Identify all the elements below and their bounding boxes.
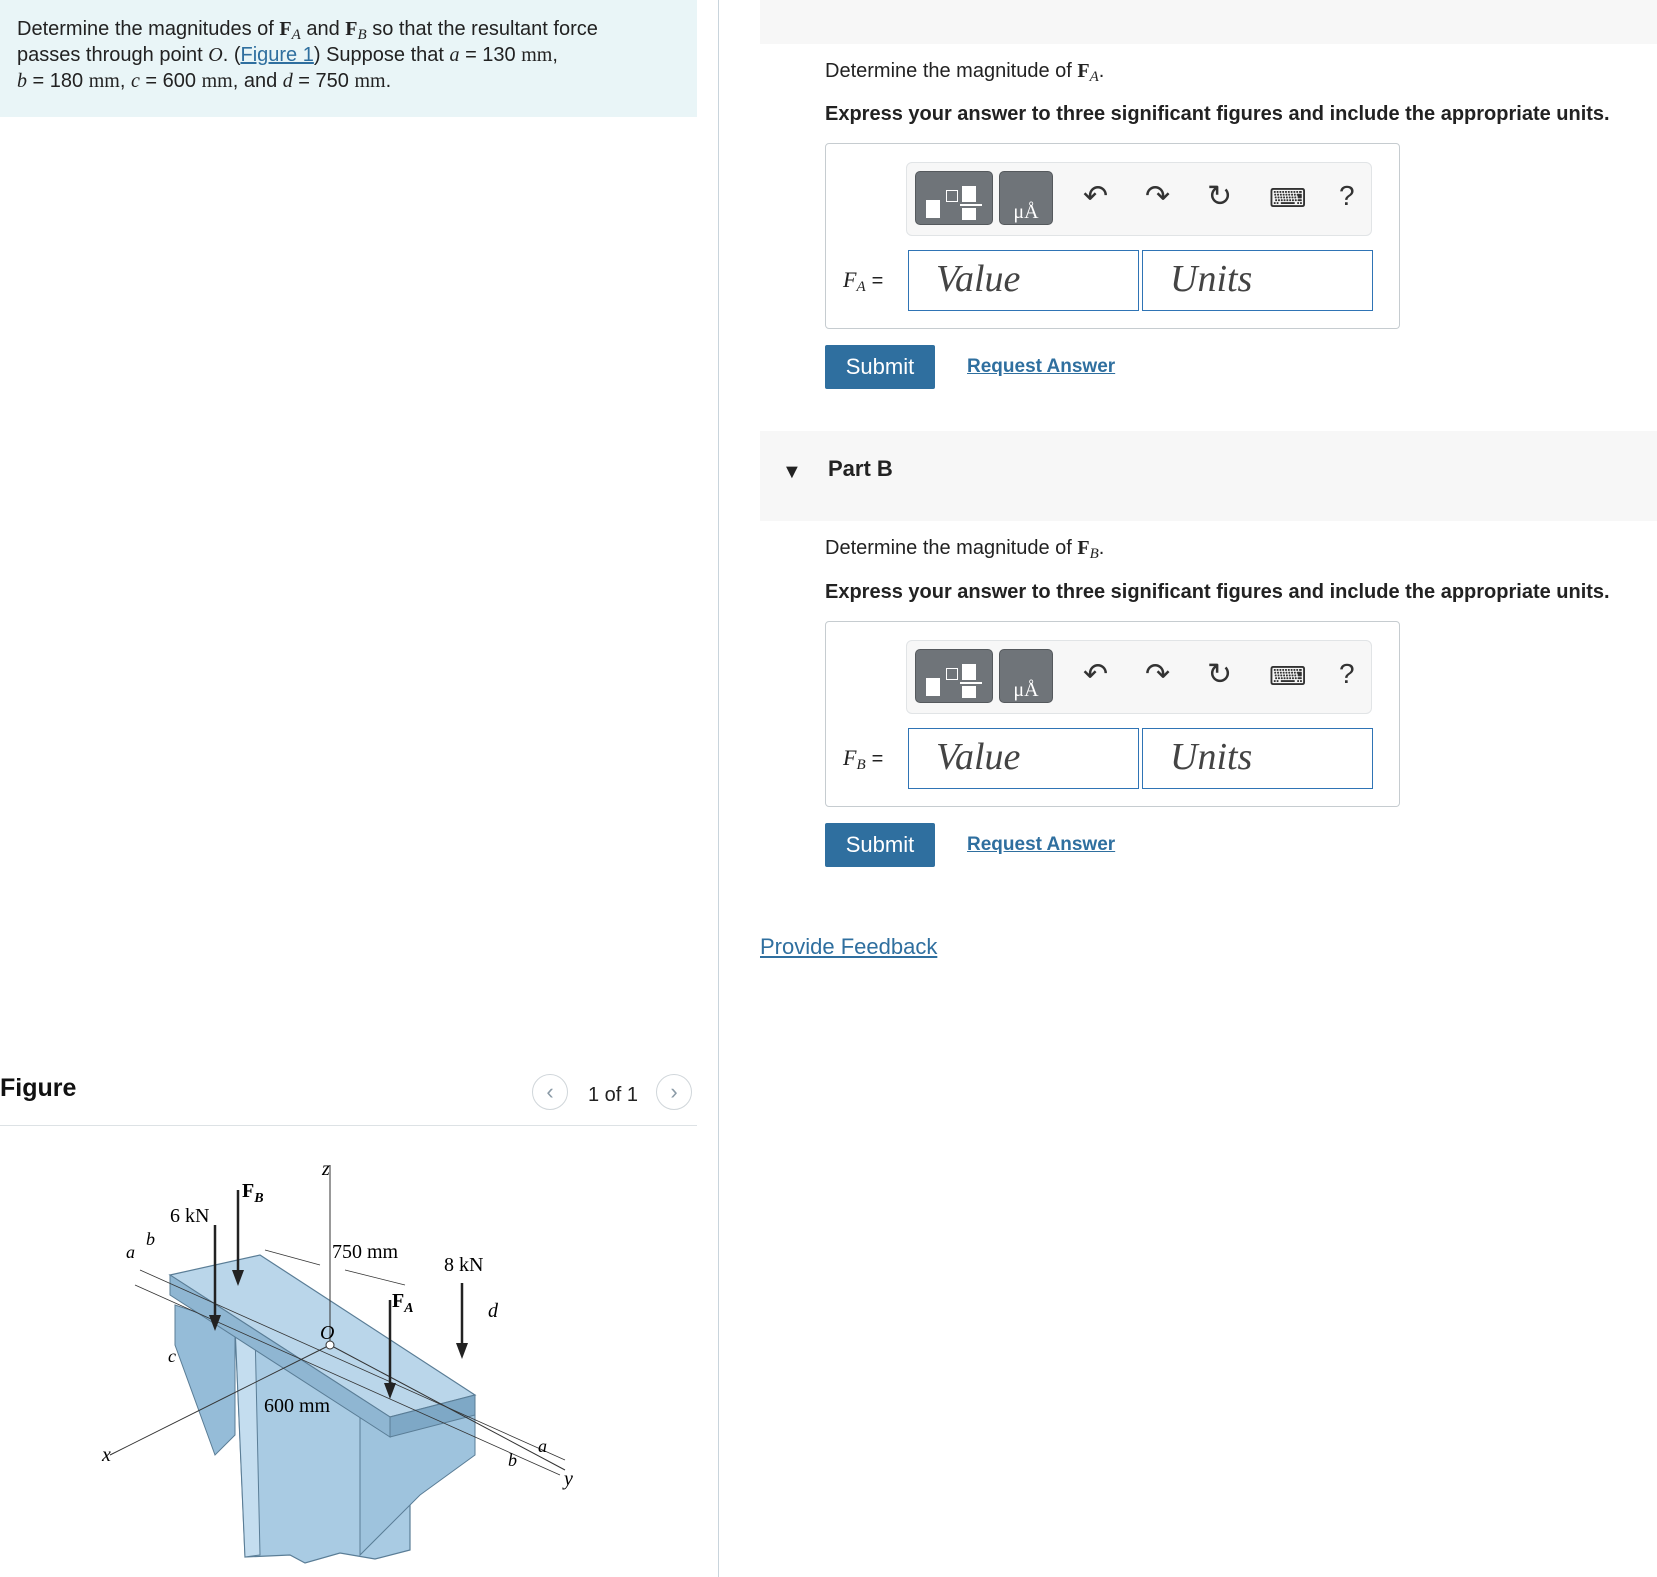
value-d: = 750 [292, 70, 355, 92]
left-panel [0, 0, 697, 1577]
o-label: O [320, 1322, 335, 1344]
unit-mm: mm [201, 70, 233, 92]
redo-icon[interactable]: ↷ [1145, 658, 1171, 691]
unit-mm: mm [88, 70, 120, 92]
punctuation: . [385, 70, 392, 92]
value-c: = 600 [139, 70, 202, 92]
dim-600-label: 600 mm [264, 1395, 331, 1417]
dim-a-label: a [538, 1436, 547, 1456]
caret-down-icon[interactable]: ▼ [782, 461, 802, 483]
reset-icon[interactable]: ↻ [1207, 180, 1233, 213]
unit-mm: mm [354, 70, 386, 92]
fa-value-input[interactable]: Value [908, 250, 1139, 311]
force-symbol: F [279, 18, 292, 40]
point-o-symbol: O [208, 44, 223, 66]
punctuation: , [552, 44, 558, 66]
redo-icon[interactable]: ↷ [1145, 180, 1171, 213]
part-b-instruction: Express your answer to three significant figures and include the appropriate units. [825, 581, 1610, 603]
fb-variable-label: $F_B$ = [843, 745, 884, 773]
z-label: z [322, 1158, 330, 1180]
part-b-request-answer-link[interactable]: Request Answer [967, 834, 1116, 855]
templates-icon[interactable] [915, 171, 993, 225]
units-icon[interactable]: μÅ [999, 171, 1053, 225]
unit-mm: mm [521, 44, 553, 66]
problem-text: so that the resultant force [366, 18, 598, 40]
units-icon[interactable]: μÅ [999, 649, 1053, 703]
part-a-submit-button[interactable]: Submit [825, 345, 935, 389]
undo-icon[interactable]: ↶ [1083, 180, 1109, 213]
value-a: = 130 [459, 44, 522, 66]
provide-feedback-link[interactable]: Provide Feedback [760, 934, 938, 959]
fa-variable-label: $F_A$ = [843, 267, 884, 295]
fa-units-input[interactable]: Units [1142, 250, 1373, 311]
problem-text: , and [232, 70, 283, 92]
part-a-question: Determine the magnitude of $F_A$. [825, 60, 1105, 85]
keyboard-icon[interactable]: ⌨ [1269, 183, 1307, 213]
var-d: d [282, 70, 293, 92]
fa-label: $F_A$ [392, 1290, 414, 1316]
load-8kn-label: 8 kN [444, 1254, 484, 1276]
help-icon[interactable]: ? [1339, 658, 1355, 689]
arrowhead [456, 1343, 468, 1359]
dim-c-label: c [168, 1346, 176, 1366]
problem-text: ) Suppose that [313, 44, 450, 66]
subscript-b: B [357, 27, 367, 43]
math-toolbar [906, 640, 1372, 714]
dimension-line [345, 1270, 405, 1285]
chevron-left-icon[interactable]: ‹ [532, 1074, 568, 1110]
dim-a-label: a [126, 1242, 135, 1262]
right-panel [760, 0, 1657, 1577]
problem-text: Determine the magnitudes of [17, 18, 280, 40]
figure-divider [0, 1125, 697, 1126]
x-label: x [102, 1444, 111, 1466]
dimension-line [265, 1250, 320, 1265]
part-b-header[interactable] [760, 431, 1657, 521]
figure-heading: Figure [0, 1074, 77, 1102]
chevron-right-icon[interactable]: › [656, 1074, 692, 1110]
figure-pager [530, 1074, 700, 1114]
part-b-title: Part B [828, 456, 893, 481]
part-b-submit-button[interactable]: Submit [825, 823, 935, 867]
fb-label: $F_B$ [242, 1180, 264, 1206]
problem-text: . ( [222, 44, 241, 66]
part-b-answer-box [825, 621, 1400, 807]
pager-count: 1 of 1 [588, 1084, 639, 1106]
load-6kn-label: 6 kN [170, 1205, 210, 1227]
punctuation: , [119, 70, 126, 92]
problem-text: and [300, 18, 346, 40]
part-a-answer-box [825, 143, 1400, 329]
problem-text: passes through point [17, 44, 209, 66]
problem-statement [0, 0, 697, 117]
math-toolbar [906, 162, 1372, 236]
value-b: = 180 [27, 70, 89, 92]
dim-b-label: b [508, 1450, 517, 1470]
force-symbol: F [345, 18, 358, 40]
y-label: y [564, 1468, 573, 1490]
part-a-request-answer-link[interactable]: Request Answer [967, 356, 1116, 377]
undo-icon[interactable]: ↶ [1083, 658, 1109, 691]
dim-d-label: d [488, 1300, 498, 1322]
help-icon[interactable]: ? [1339, 180, 1355, 211]
panel-divider [718, 0, 719, 1577]
fb-units-input[interactable]: Units [1142, 728, 1373, 789]
var-a: a [449, 44, 460, 66]
part-a-instruction: Express your answer to three significant figures and include the appropriate units. [825, 103, 1610, 125]
reset-icon[interactable]: ↻ [1207, 658, 1233, 691]
var-c: c [130, 70, 140, 92]
figure-link[interactable]: Figure 1 [240, 44, 314, 66]
subscript-a: A [291, 27, 301, 43]
figure-image [90, 1145, 610, 1565]
fb-value-input[interactable]: Value [908, 728, 1139, 789]
part-b-question: Determine the magnitude of $F_B$. [825, 537, 1105, 562]
keyboard-icon[interactable]: ⌨ [1269, 661, 1307, 691]
structure-diagram [90, 1145, 610, 1565]
templates-icon[interactable] [915, 649, 993, 703]
var-b: b [17, 70, 27, 92]
dim-750-label: 750 mm [332, 1241, 399, 1263]
dim-b-label: b [146, 1229, 155, 1249]
part-a-header-band [760, 0, 1657, 44]
